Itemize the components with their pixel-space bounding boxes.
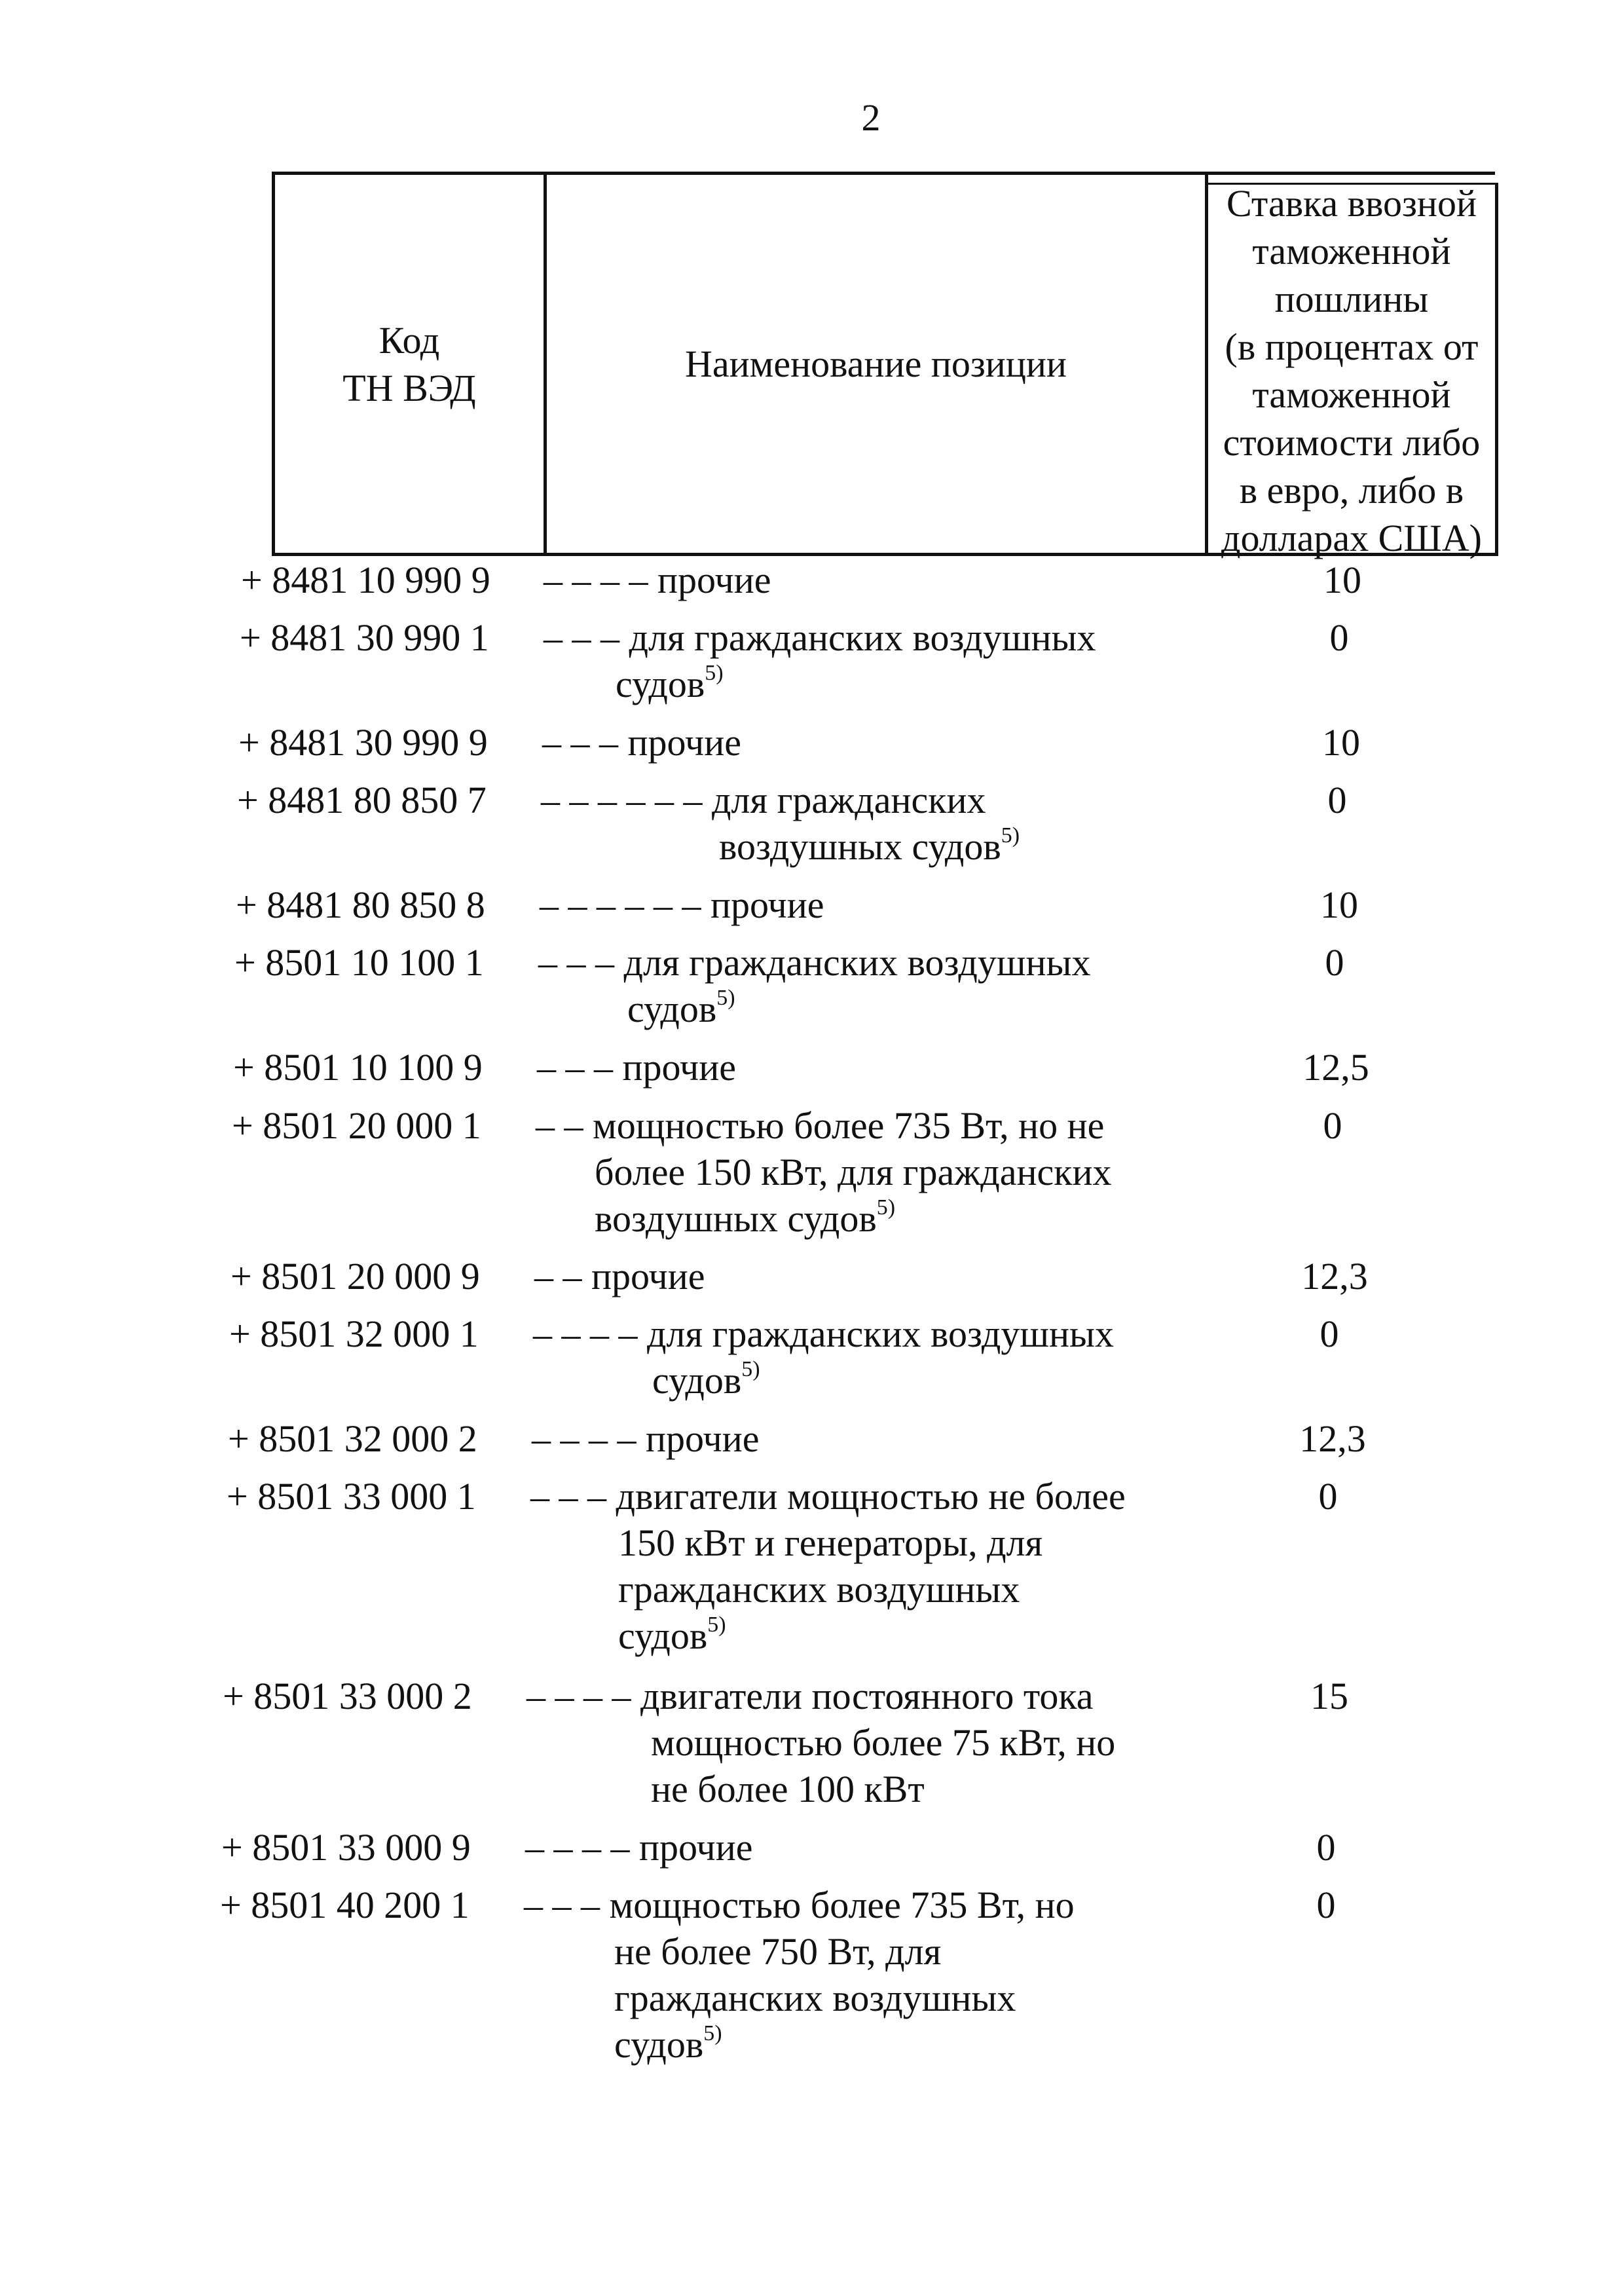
tnved-code: + 8501 32 000 1 <box>229 1313 479 1355</box>
description-continuation-line <box>524 1928 1075 1975</box>
duty-rate: 0 <box>1316 1826 1336 1869</box>
description-text: для гражданских воздушных <box>647 1313 1115 1355</box>
duty-rate: 12,5 <box>1302 1046 1369 1089</box>
level-dashes: – – – – <box>526 1675 640 1717</box>
description-first-line <box>542 719 741 766</box>
description-text: мощностью более 735 Вт, но <box>609 1884 1075 1926</box>
position-description <box>525 1824 753 1871</box>
tnved-code: + 8501 33 000 1 <box>227 1475 476 1518</box>
level-dashes: – – – – <box>525 1826 639 1869</box>
duty-rate: 0 <box>1325 941 1344 984</box>
description-text: двигатели постоянного тока <box>640 1675 1094 1717</box>
header-rate-label: в евро, либо в <box>1239 468 1464 512</box>
description-text: 150 кВт и генераторы, для <box>618 1521 1043 1564</box>
duty-rate: 10 <box>1322 721 1360 764</box>
level-dashes: – – – <box>524 1884 610 1926</box>
header-rate-label: долларах США) <box>1221 516 1482 559</box>
description-first-line <box>525 1824 753 1871</box>
tnved-code: + 8481 80 850 8 <box>236 884 485 926</box>
description-first-line <box>544 557 771 603</box>
position-description <box>541 777 1020 870</box>
footnote-ref: 5) <box>876 1195 896 1220</box>
description-continuation-line <box>536 1149 1112 1195</box>
description-first-line <box>530 1473 1126 1520</box>
position-description <box>524 1882 1075 2068</box>
description-continuation-line <box>526 1719 1115 1766</box>
position-description <box>544 614 1096 707</box>
tnved-code: + 8501 32 000 2 <box>228 1417 477 1460</box>
header-rate-label: Ставка ввозной <box>1226 181 1477 225</box>
position-description <box>536 1102 1112 1242</box>
description-text: судов <box>616 663 705 705</box>
description-text: прочие <box>591 1255 705 1297</box>
footnote-ref: 5) <box>707 1612 726 1637</box>
level-dashes: – – <box>534 1255 591 1297</box>
description-first-line <box>536 1102 1112 1149</box>
position-description <box>534 1253 705 1299</box>
level-dashes: – – – – <box>532 1417 646 1460</box>
description-continuation-line <box>530 1520 1126 1566</box>
position-description <box>526 1673 1115 1812</box>
level-dashes: – – – <box>538 941 624 984</box>
position-description <box>533 1311 1114 1404</box>
duty-rate: 10 <box>1320 884 1358 926</box>
description-text: прочие <box>622 1046 736 1089</box>
level-dashes: – – – <box>530 1475 616 1518</box>
description-text: прочие <box>627 721 741 764</box>
description-text: судов <box>652 1359 742 1402</box>
duty-rate: 0 <box>1316 1884 1336 1926</box>
header-rate-label: таможенной <box>1252 229 1451 272</box>
header-code-label: ТН ВЭД <box>342 366 476 409</box>
description-text: воздушных судов <box>595 1197 877 1240</box>
tnved-code: + 8501 33 000 9 <box>221 1826 471 1869</box>
description-continuation-line <box>541 823 1020 870</box>
level-dashes: – – – – – – <box>541 779 712 821</box>
description-first-line <box>537 1044 736 1091</box>
description-text: прочие <box>710 884 824 926</box>
duty-rate: 10 <box>1323 559 1361 601</box>
description-text: более 150 кВт, для гражданских <box>595 1151 1112 1193</box>
position-description <box>537 1044 736 1091</box>
description-text: для гражданских воздушных <box>623 941 1091 984</box>
duty-rate: 12,3 <box>1299 1417 1366 1460</box>
description-text: мощностью более 735 Вт, но не <box>593 1104 1105 1147</box>
description-continuation-line <box>533 1357 1114 1404</box>
description-text: не более 100 кВт <box>651 1768 925 1810</box>
duty-rate: 0 <box>1318 1475 1338 1518</box>
duty-rate: 0 <box>1323 1104 1342 1147</box>
duty-rate: 0 <box>1327 779 1347 821</box>
description-first-line <box>540 882 824 928</box>
description-text: судов <box>627 988 717 1030</box>
header-name-label: Наименование позиции <box>685 343 1067 385</box>
description-text: воздушных судов <box>719 825 1001 868</box>
position-description <box>544 557 771 603</box>
description-text: мощностью более 75 кВт, но <box>651 1721 1116 1764</box>
description-text: для гражданских <box>712 779 986 821</box>
duty-rate: 12,3 <box>1301 1255 1368 1297</box>
description-first-line <box>544 614 1096 661</box>
duty-rate: 0 <box>1320 1313 1339 1355</box>
description-text: прочие <box>639 1826 753 1869</box>
header-rate-label: пошлины <box>1274 277 1429 320</box>
description-continuation-line <box>524 2021 1075 2068</box>
position-description <box>540 882 824 928</box>
header-rate-label: стоимости либо <box>1223 420 1481 464</box>
level-dashes: – – – <box>544 616 629 659</box>
duty-rate: 15 <box>1310 1675 1348 1717</box>
description-continuation-line <box>530 1613 1126 1659</box>
level-dashes: – – – <box>542 721 628 764</box>
footnote-ref: 5) <box>703 2021 722 2045</box>
tnved-code: + 8481 80 850 7 <box>237 779 487 821</box>
description-text: прочие <box>646 1417 760 1460</box>
tnved-code: + 8501 20 000 9 <box>231 1255 480 1297</box>
footnote-ref: 5) <box>716 985 735 1010</box>
description-text: прочие <box>657 559 771 601</box>
description-first-line <box>524 1882 1075 1928</box>
description-text: двигатели мощностью не более <box>616 1475 1126 1518</box>
tnved-code: + 8501 20 000 1 <box>232 1104 481 1147</box>
description-text: гражданских воздушных <box>618 1568 1020 1611</box>
description-first-line <box>533 1311 1114 1357</box>
tnved-code: + 8481 30 990 9 <box>238 721 488 764</box>
level-dashes: – – – <box>537 1046 623 1089</box>
level-dashes: – – – – <box>533 1313 647 1355</box>
description-continuation-line <box>530 1566 1126 1613</box>
position-description <box>530 1473 1126 1659</box>
description-continuation-line <box>524 1975 1075 2021</box>
header-rate-label: (в процентах от <box>1225 325 1479 368</box>
tnved-code: + 8501 10 100 9 <box>233 1046 483 1089</box>
position-description <box>538 939 1091 1032</box>
tnved-code: + 8501 10 100 1 <box>234 941 484 984</box>
description-text: судов <box>618 1614 708 1657</box>
description-text: не более 750 Вт, для <box>614 1930 942 1973</box>
description-continuation-line <box>544 661 1096 707</box>
level-dashes: – – – – <box>544 559 657 601</box>
footnote-ref: 5) <box>705 660 724 685</box>
table-header <box>272 172 1495 559</box>
description-text: для гражданских воздушных <box>629 616 1096 659</box>
header-rate-cell <box>1208 181 1498 559</box>
footnote-ref: 5) <box>1001 823 1020 848</box>
header-code-cell <box>275 175 547 553</box>
level-dashes: – – <box>536 1104 593 1147</box>
header-code-label: Код <box>378 318 440 362</box>
header-name-cell <box>547 175 1208 553</box>
tnved-code: + 8481 30 990 1 <box>240 616 489 659</box>
level-dashes: – – – – – – <box>540 884 710 926</box>
duty-rate: 0 <box>1329 616 1349 659</box>
position-description <box>542 719 741 766</box>
header-rate-label: таможенной <box>1252 373 1451 416</box>
description-first-line <box>532 1415 760 1462</box>
page-number: 2 <box>861 96 881 139</box>
description-continuation-line <box>526 1766 1115 1812</box>
tnved-code: + 8501 33 000 2 <box>223 1675 472 1717</box>
description-first-line <box>541 777 1020 823</box>
footnote-ref: 5) <box>741 1356 760 1381</box>
description-text: судов <box>614 2023 704 2066</box>
description-continuation-line <box>538 986 1091 1032</box>
tnved-code: + 8501 40 200 1 <box>220 1884 470 1926</box>
description-first-line <box>538 939 1091 986</box>
description-first-line <box>526 1673 1115 1719</box>
description-continuation-line <box>536 1195 1112 1242</box>
position-description <box>532 1415 760 1462</box>
description-text: гражданских воздушных <box>614 1977 1016 2019</box>
description-first-line <box>534 1253 705 1299</box>
tnved-code: + 8481 10 990 9 <box>241 559 490 601</box>
